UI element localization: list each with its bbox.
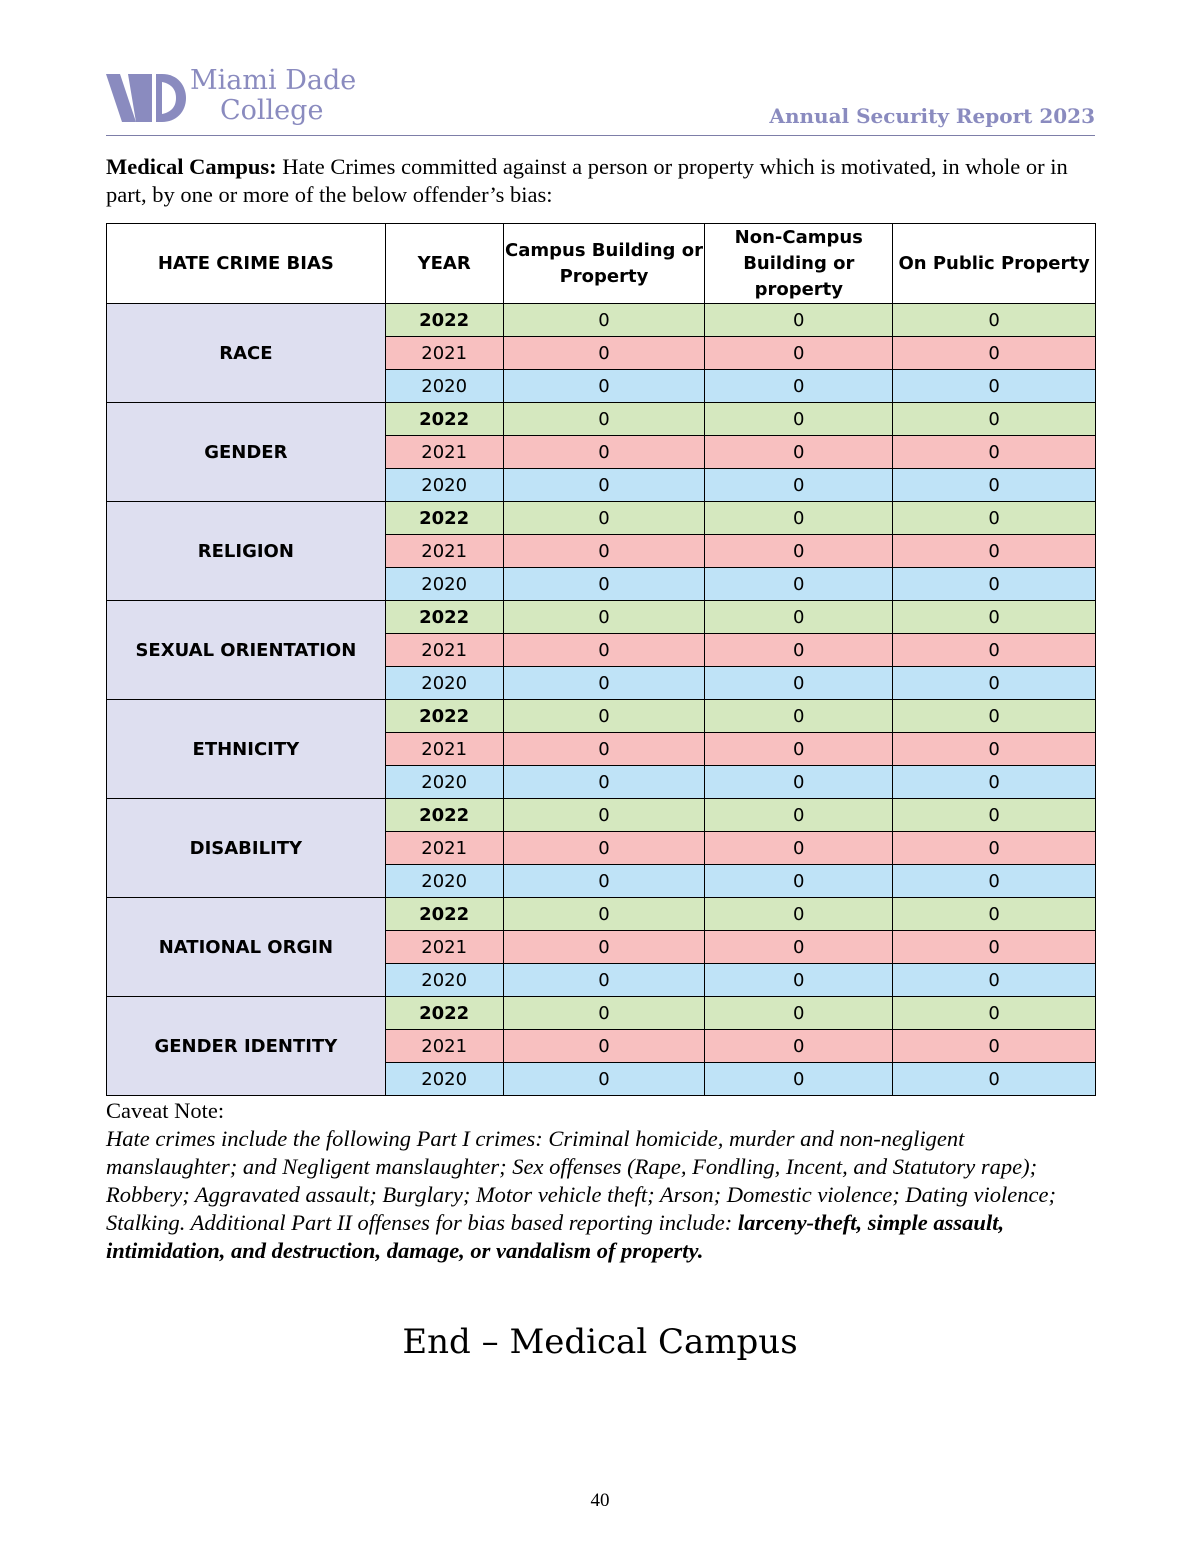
non-campus-value: 0 <box>705 799 893 832</box>
non-campus-value: 0 <box>705 1063 893 1096</box>
caveat-text: Hate crimes include the following Part I crimes: Criminal homicide, murder and non-negligent manslaughter; and Negligent manslaughter; Sex offenses (Rape, Fondling, Incent, and Statutory rape); Robbery; Aggravated assault; Burglary; Motor vehicle theft; Arson; Domestic violence; Dating violence; Stalking. Additional Part II offenses for bias based reporting include: <box>106 1126 1056 1235</box>
year-cell: 2020 <box>385 865 503 898</box>
public-property-value: 0 <box>893 700 1096 733</box>
year-cell: 2022 <box>385 502 503 535</box>
campus-building-value: 0 <box>503 304 705 337</box>
bias-category-cell: ETHNICITY <box>107 700 386 799</box>
page-header <box>106 66 1095 138</box>
campus-building-value: 0 <box>503 370 705 403</box>
campus-building-value: 0 <box>503 997 705 1030</box>
campus-building-value: 0 <box>503 799 705 832</box>
public-property-value: 0 <box>893 997 1096 1030</box>
header-bias: HATE CRIME BIAS <box>107 224 386 304</box>
college-name <box>190 66 356 126</box>
public-property-value: 0 <box>893 898 1096 931</box>
year-cell: 2020 <box>385 667 503 700</box>
year-cell: 2022 <box>385 898 503 931</box>
public-property-value: 0 <box>893 568 1096 601</box>
campus-building-value: 0 <box>503 1063 705 1096</box>
year-cell: 2021 <box>385 1030 503 1063</box>
page-number: 40 <box>590 1490 610 1511</box>
year-cell: 2021 <box>385 535 503 568</box>
campus-building-value: 0 <box>503 469 705 502</box>
header-divider <box>106 135 1095 136</box>
bias-category-cell: SEXUAL ORIENTATION <box>107 601 386 700</box>
public-property-value: 0 <box>893 1030 1096 1063</box>
bias-category-cell: RACE <box>107 304 386 403</box>
non-campus-value: 0 <box>705 865 893 898</box>
year-cell: 2020 <box>385 766 503 799</box>
non-campus-value: 0 <box>705 502 893 535</box>
non-campus-value: 0 <box>705 634 893 667</box>
table-row <box>107 601 1096 634</box>
public-property-value: 0 <box>893 304 1096 337</box>
bias-category-cell: GENDER <box>107 403 386 502</box>
table-row <box>107 997 1096 1030</box>
campus-building-value: 0 <box>503 733 705 766</box>
college-name-line1: Miami Dade <box>190 65 357 96</box>
non-campus-value: 0 <box>705 535 893 568</box>
year-cell: 2021 <box>385 634 503 667</box>
campus-building-value: 0 <box>503 766 705 799</box>
year-cell: 2021 <box>385 931 503 964</box>
public-property-value: 0 <box>893 436 1096 469</box>
non-campus-value: 0 <box>705 667 893 700</box>
public-property-value: 0 <box>893 1063 1096 1096</box>
non-campus-value: 0 <box>705 832 893 865</box>
public-property-value: 0 <box>893 634 1096 667</box>
table-row <box>107 502 1096 535</box>
campus-building-value: 0 <box>503 535 705 568</box>
table-body <box>107 304 1096 1096</box>
non-campus-value: 0 <box>705 469 893 502</box>
report-title: Annual Security Report 2023 <box>769 104 1095 128</box>
table-row <box>107 304 1096 337</box>
non-campus-value: 0 <box>705 1030 893 1063</box>
year-cell: 2020 <box>385 568 503 601</box>
campus-building-value: 0 <box>503 1030 705 1063</box>
year-cell: 2022 <box>385 700 503 733</box>
header-non-campus-building: Non-Campus Building or property <box>705 224 893 304</box>
header-campus-building: Campus Building or Property <box>503 224 705 304</box>
public-property-value: 0 <box>893 865 1096 898</box>
table-header-row <box>107 224 1096 304</box>
public-property-value: 0 <box>893 535 1096 568</box>
campus-building-value: 0 <box>503 964 705 997</box>
year-cell: 2021 <box>385 337 503 370</box>
non-campus-value: 0 <box>705 964 893 997</box>
public-property-value: 0 <box>893 337 1096 370</box>
public-property-value: 0 <box>893 733 1096 766</box>
intro-paragraph <box>106 153 1096 209</box>
non-campus-value: 0 <box>705 931 893 964</box>
bias-category-cell: GENDER IDENTITY <box>107 997 386 1096</box>
caveat-heading: Caveat Note: <box>106 1098 225 1123</box>
mdc-logo-icon <box>106 72 186 124</box>
public-property-value: 0 <box>893 601 1096 634</box>
bias-category-cell: DISABILITY <box>107 799 386 898</box>
public-property-value: 0 <box>893 667 1096 700</box>
year-cell: 2021 <box>385 436 503 469</box>
caveat-note <box>106 1097 1096 1265</box>
non-campus-value: 0 <box>705 403 893 436</box>
college-name-line2: College <box>220 95 324 126</box>
public-property-value: 0 <box>893 832 1096 865</box>
non-campus-value: 0 <box>705 733 893 766</box>
year-cell: 2020 <box>385 1063 503 1096</box>
campus-building-value: 0 <box>503 667 705 700</box>
bias-category-cell: NATIONAL ORGIN <box>107 898 386 997</box>
year-cell: 2020 <box>385 370 503 403</box>
year-cell: 2022 <box>385 799 503 832</box>
non-campus-value: 0 <box>705 337 893 370</box>
non-campus-value: 0 <box>705 568 893 601</box>
public-property-value: 0 <box>893 502 1096 535</box>
campus-building-value: 0 <box>503 601 705 634</box>
caveat-body <box>106 1125 1096 1265</box>
table-row <box>107 898 1096 931</box>
non-campus-value: 0 <box>705 766 893 799</box>
non-campus-value: 0 <box>705 997 893 1030</box>
hate-crime-table <box>106 223 1096 1096</box>
year-cell: 2020 <box>385 469 503 502</box>
intro-campus-label: Medical Campus: <box>106 154 277 179</box>
table-row <box>107 403 1096 436</box>
campus-building-value: 0 <box>503 403 705 436</box>
header-public-property: On Public Property <box>893 224 1096 304</box>
campus-building-value: 0 <box>503 898 705 931</box>
caveat-bold-text: larceny-theft, simple assault, intimidation, and destruction, damage, or vandalism of property. <box>106 1210 1005 1263</box>
campus-building-value: 0 <box>503 634 705 667</box>
campus-building-value: 0 <box>503 568 705 601</box>
end-section-title: End – Medical Campus <box>402 1322 798 1362</box>
year-cell: 2022 <box>385 997 503 1030</box>
public-property-value: 0 <box>893 931 1096 964</box>
year-cell: 2020 <box>385 964 503 997</box>
campus-building-value: 0 <box>503 436 705 469</box>
public-property-value: 0 <box>893 370 1096 403</box>
campus-building-value: 0 <box>503 931 705 964</box>
year-cell: 2022 <box>385 403 503 436</box>
table-row <box>107 799 1096 832</box>
header-year: YEAR <box>385 224 503 304</box>
public-property-value: 0 <box>893 403 1096 436</box>
campus-building-value: 0 <box>503 502 705 535</box>
year-cell: 2021 <box>385 832 503 865</box>
non-campus-value: 0 <box>705 304 893 337</box>
public-property-value: 0 <box>893 766 1096 799</box>
campus-building-value: 0 <box>503 700 705 733</box>
campus-building-value: 0 <box>503 832 705 865</box>
non-campus-value: 0 <box>705 370 893 403</box>
non-campus-value: 0 <box>705 700 893 733</box>
public-property-value: 0 <box>893 799 1096 832</box>
public-property-value: 0 <box>893 469 1096 502</box>
campus-building-value: 0 <box>503 337 705 370</box>
non-campus-value: 0 <box>705 898 893 931</box>
bias-category-cell: RELIGION <box>107 502 386 601</box>
non-campus-value: 0 <box>705 601 893 634</box>
intro-text: Hate Crimes committed against a person or property which is motivated, in whole or in part, by one or more of the below offender’s bias: <box>106 154 1068 207</box>
year-cell: 2022 <box>385 304 503 337</box>
table-row <box>107 700 1096 733</box>
campus-building-value: 0 <box>503 865 705 898</box>
year-cell: 2021 <box>385 733 503 766</box>
non-campus-value: 0 <box>705 436 893 469</box>
year-cell: 2022 <box>385 601 503 634</box>
public-property-value: 0 <box>893 964 1096 997</box>
